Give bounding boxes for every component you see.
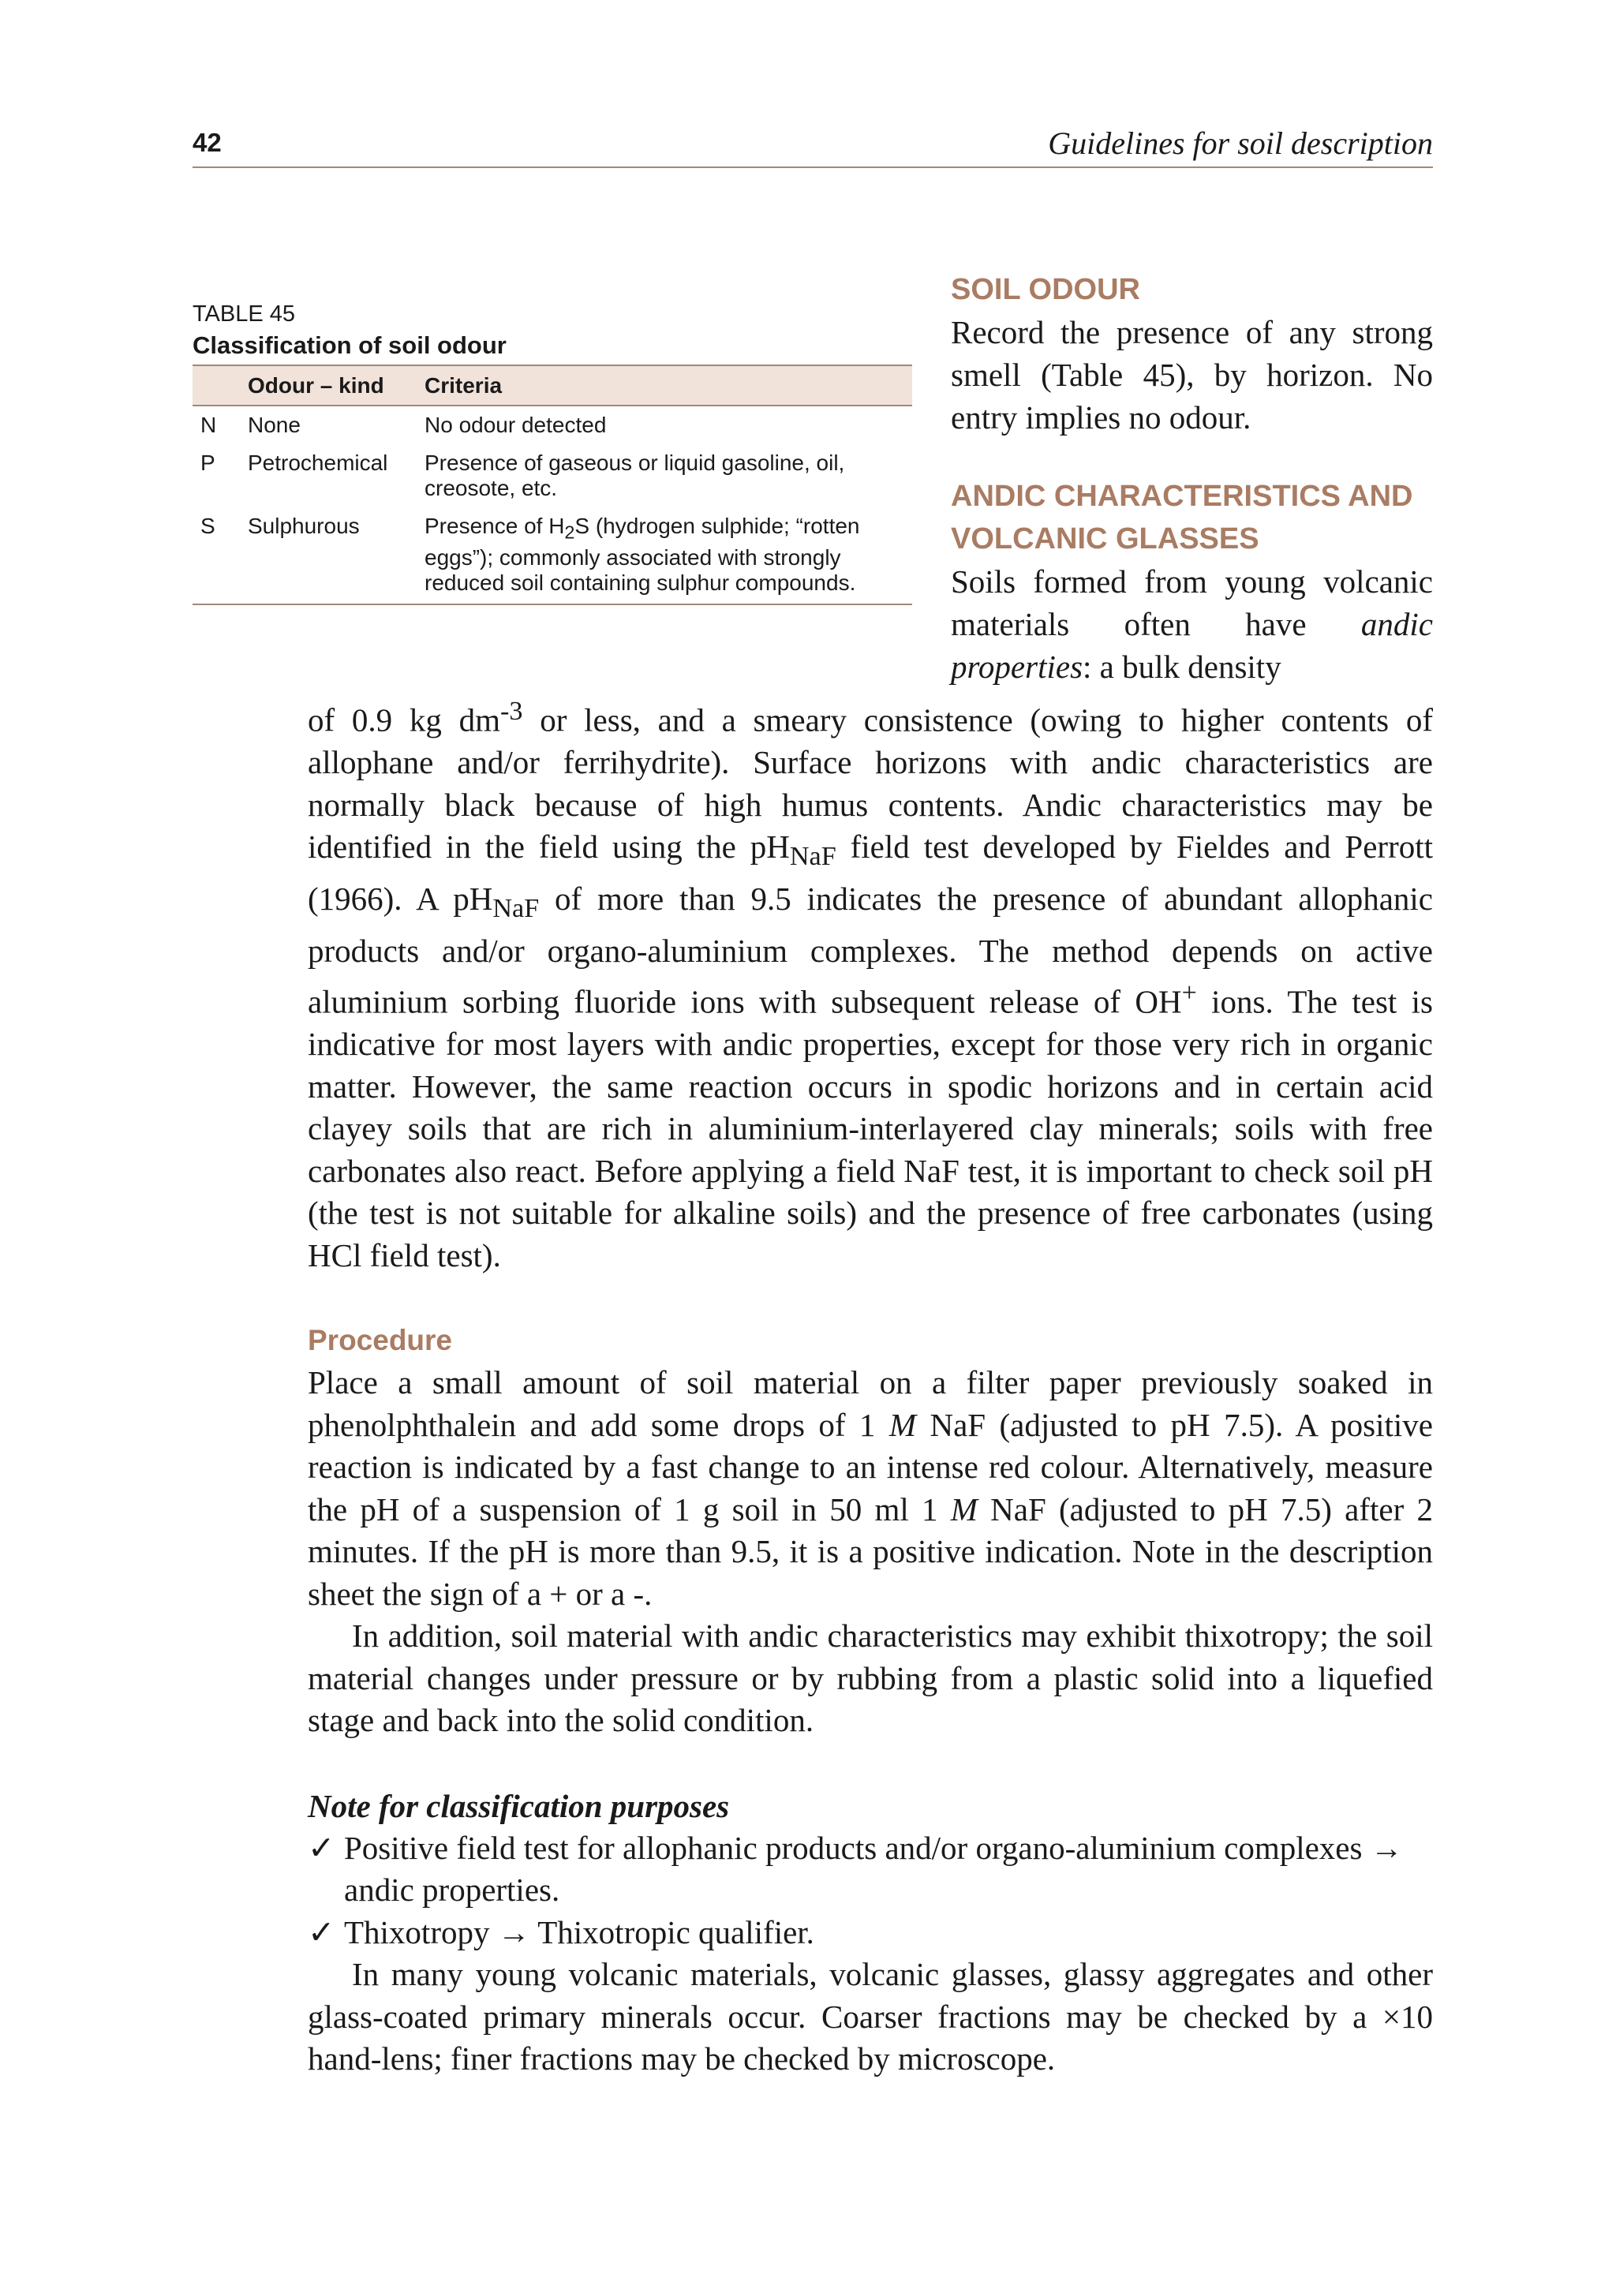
criteria-text: S (hydrogen sulphide; “rotten eggs”); commonly associated with strongly reduced soil containing sulphur compounds. [425, 514, 860, 595]
andic-paragraph [308, 690, 1433, 1277]
checkmark-icon: ✓ [308, 1829, 335, 1866]
text-run: or less, and a smeary consistence (owing to higher contents of allophane and/or ferrihydrite). Surface horizons with andic characteristics are normally black because of high humus contents. Andic characteristics may be identified in the field using the pH [308, 701, 1433, 866]
odour-table-block [193, 300, 912, 605]
table-row [193, 507, 912, 604]
main-column [308, 690, 1433, 2081]
soil-odour-text: Record the presence of any strong smell (Table 45), by horizon. No entry implies no odour. [951, 314, 1433, 436]
subscript: NaF [789, 842, 836, 872]
header-divider [193, 166, 1433, 168]
page-number: 42 [193, 128, 222, 157]
table-row [193, 406, 912, 444]
right-column [951, 268, 1433, 688]
text-run: field test developed by Fieldes and Perrott (1966). A pH [308, 828, 1433, 917]
note-heading: Note for classification purposes [308, 1787, 730, 1824]
column-header-kind: Odour – kind [248, 373, 384, 398]
procedure-paragraph [308, 1362, 1433, 1615]
text-run: Soils formed from young volcanic materials often have [951, 563, 1433, 642]
subscript: 2 [564, 522, 575, 543]
column-header-criteria: Criteria [425, 373, 503, 398]
italic-term: andic properties [951, 606, 1433, 685]
text-run: Place a small amount of soil material on a filter paper previously soaked in phenolphthalein and add some drops of 1 [308, 1364, 1433, 1443]
italic-molar: M [950, 1490, 978, 1528]
volcanic-glass-paragraph: In many young volcanic materials, volcanic glasses, glassy aggregates and other glass-coated primary minerals occur. Coarser fractions may be checked by a ×10 hand-lens; finer fractions may be checked by microscope. [308, 1956, 1433, 2077]
note-item [308, 1912, 1433, 1954]
text-run: of 0.9 kg dm [308, 701, 501, 739]
superscript: -3 [500, 697, 523, 726]
thixotropy-paragraph: In addition, soil material with andic characteristics may exhibit thixotropy; the soil material changes under pressure or by rubbing from a plastic solid into a liquefied stage and back into the solid condition. [308, 1617, 1433, 1739]
table-header-row [193, 365, 912, 406]
text-run: ions. The test is indicative for most layers with andic properties, except for those very rich in organic matter. However, the same reaction occurs in spodic horizons and in certain acid clayey soils that are rich in aluminium-interlayered clay minerals; soils with free carbonates also react. Before applying a field NaF test, it is important to check soil pH (the test is not suitable for alkaline soils) and the presence of free carbonates (using HCl field test). [308, 983, 1433, 1273]
note-item-text: Positive field test for allophanic products and/or organo-aluminium complexes → andic properties. [344, 1829, 1403, 1909]
table-title: Classification of soil odour [193, 331, 507, 359]
row-criteria: Presence of gaseous or liquid gasoline, oil, creosote, etc. [425, 451, 845, 500]
text-run: of more than 9.5 indicates the presence of abundant allophanic products and/or organo-aluminium complexes. The method depends on active aluminium sorbing fluoride ions with subsequent release of OH [308, 880, 1434, 1020]
row-code: N [200, 413, 217, 437]
odour-classification-table [193, 365, 912, 605]
note-item-text: Thixotropy → Thixotropic qualifier. [344, 1913, 814, 1950]
table-row [193, 444, 912, 507]
note-item [308, 1827, 1433, 1912]
row-kind: None [248, 413, 301, 437]
text-run: : a bulk density [1083, 649, 1281, 685]
text-run: NaF (adjusted to pH 7.5) after 2 minutes. If the pH is more than 9.5, it is a positive indication. Note in the description sheet the sign of a + or a -. [308, 1490, 1433, 1612]
criteria-text: Presence of H [425, 514, 565, 538]
column-header-code [193, 365, 248, 406]
andic-heading: ANDIC CHARACTERISTICS AND VOLCANIC GLASSES [951, 480, 1413, 555]
row-code: P [200, 451, 215, 475]
row-criteria [425, 507, 912, 604]
procedure-heading: Procedure [308, 1324, 453, 1357]
text-run: NaF (adjusted to pH 7.5). A positive reaction is indicated by a fast change to an intense red colour. Alternatively, measure the pH of a suspension of 1 g soil in 50 ml 1 [308, 1406, 1433, 1528]
subscript: NaF [492, 894, 540, 924]
italic-molar: M [888, 1406, 917, 1443]
superscript: + [1181, 978, 1197, 1008]
row-code: S [200, 514, 215, 538]
andic-intro-text [951, 560, 1433, 688]
row-criteria: No odour detected [425, 413, 607, 437]
row-kind: Petrochemical [248, 451, 388, 475]
row-kind: Sulphurous [248, 514, 360, 538]
checkmark-icon: ✓ [308, 1913, 335, 1950]
table-number: TABLE 45 [193, 301, 296, 327]
running-title: Guidelines for soil description [1048, 125, 1433, 161]
soil-odour-heading: SOIL ODOUR [951, 273, 1140, 306]
